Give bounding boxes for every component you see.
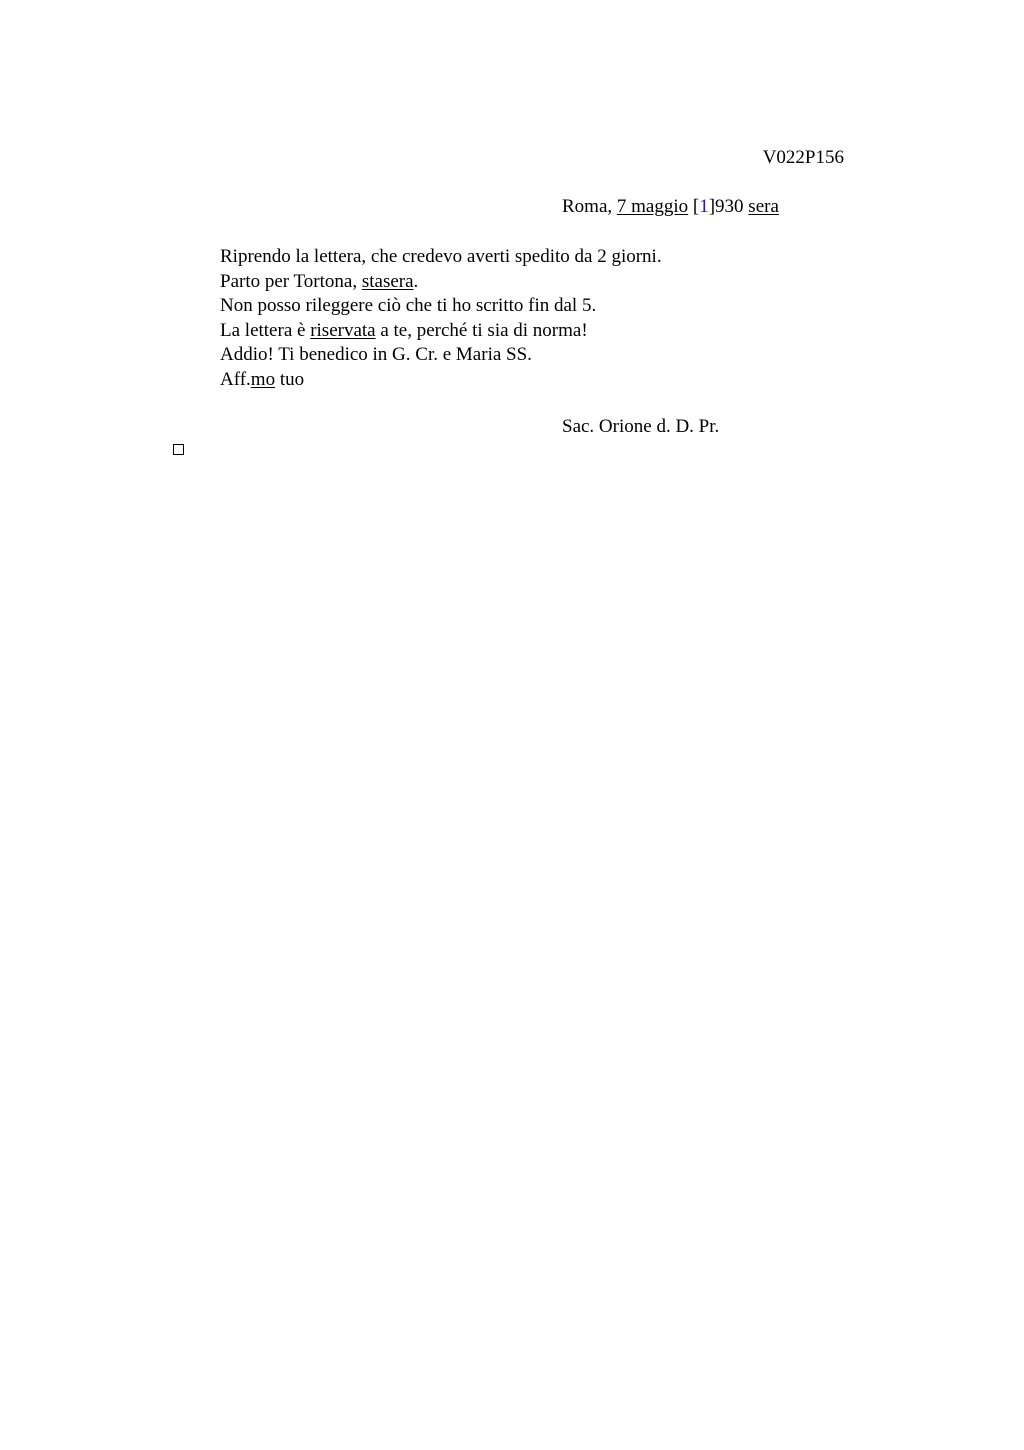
dateline-time: sera: [748, 196, 779, 217]
dateline-bracket-open: [: [688, 196, 700, 217]
document-reference-code: V022P156: [762, 147, 844, 168]
letter-line-6: [220, 368, 920, 393]
dateline-place: Roma,: [562, 196, 617, 217]
letter-line-4-rest: a te, perché ti sia di norma!: [375, 319, 588, 341]
letter-line-2: [220, 270, 920, 295]
letter-line-4-text: La lettera è: [220, 319, 311, 341]
letter-line-6-emphasis: mo: [250, 368, 276, 390]
dateline-date: 7 maggio: [616, 196, 689, 217]
letter-line-2-text: Parto per Tortona,: [220, 270, 362, 292]
letter-line-5: Addio! Ti benedico in G. Cr. e Maria SS.: [220, 344, 532, 365]
signature: Sac. Orione d. D. Pr.: [562, 416, 720, 437]
checkbox-icon[interactable]: [173, 444, 184, 455]
letter-line-2-emphasis: stasera: [361, 270, 414, 292]
letter-line-3: Non posso rileggere ciò che ti ho scritto fin dal 5.: [220, 295, 597, 316]
dateline-year: ]930: [708, 196, 749, 217]
letter-line-2-punct: .: [413, 270, 419, 292]
letter-line-6-rest: tuo: [275, 368, 305, 390]
footnote-link[interactable]: 1: [699, 196, 709, 217]
letter-line-4: [220, 319, 920, 344]
letter-line-4-emphasis: riservata: [310, 319, 376, 341]
dateline: [562, 196, 779, 218]
letter-line-6-text: Aff.: [220, 368, 251, 390]
letter-line-1: Riprendo la lettera, che credevo averti spedito da 2 giorni.: [220, 246, 662, 267]
letter-body: [220, 245, 920, 392]
